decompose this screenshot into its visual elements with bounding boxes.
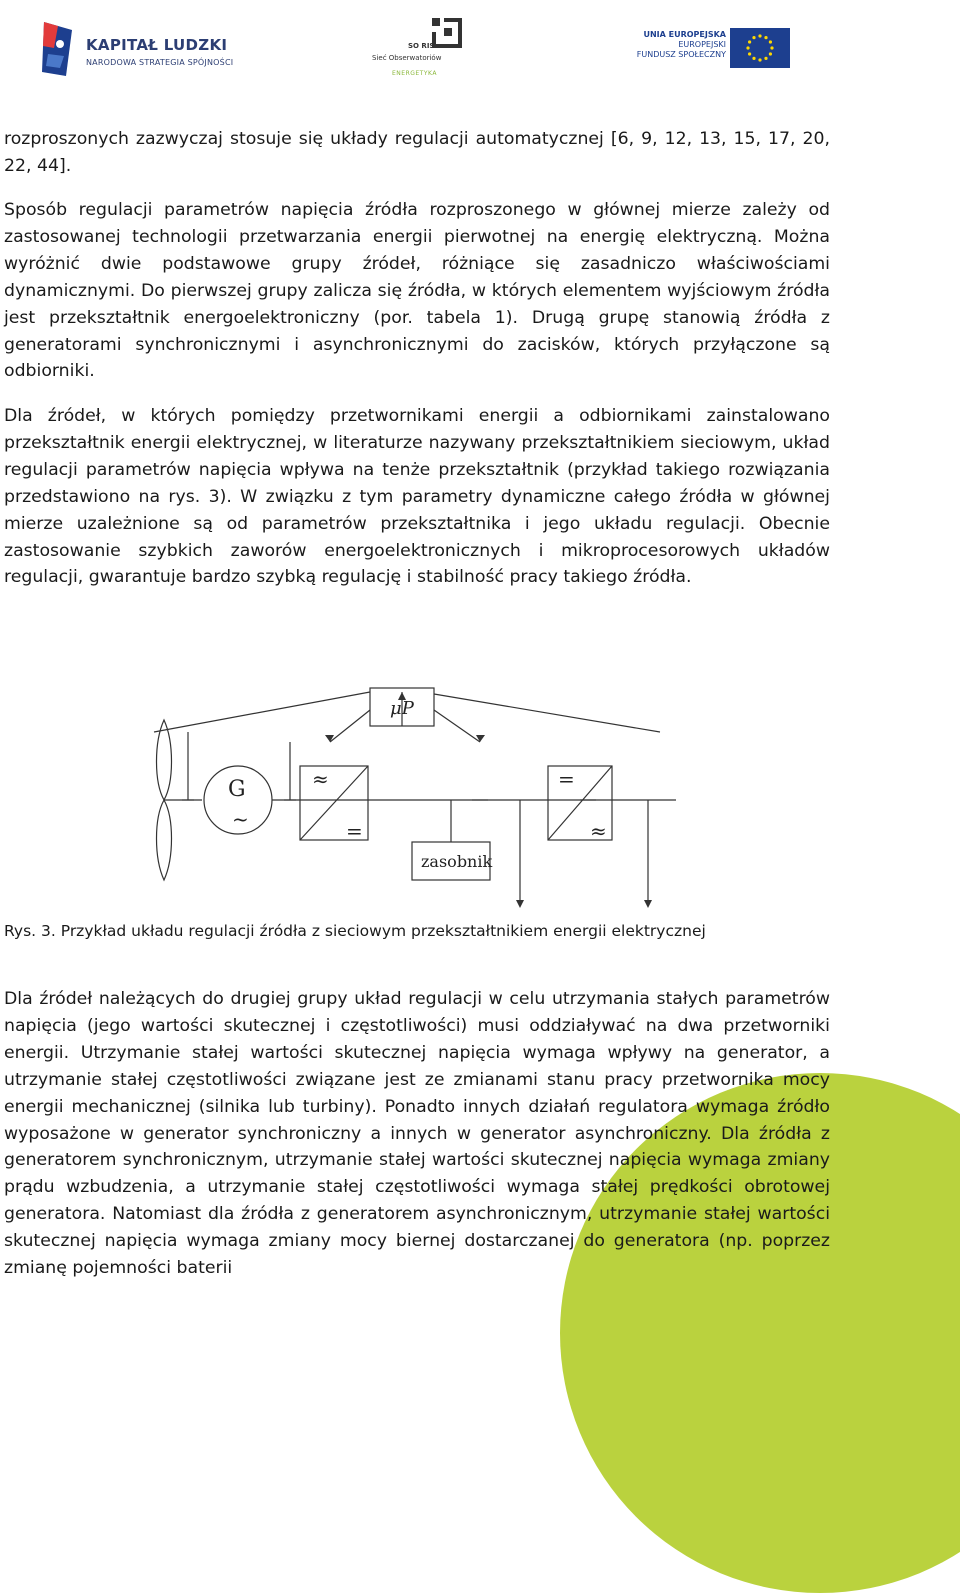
turbine-blade-bottom xyxy=(157,800,172,880)
sor-label: SO RIS xyxy=(408,42,435,50)
sor-subtitle: Sieć Obserwatoriów xyxy=(372,54,442,62)
generator-label: G xyxy=(228,777,246,802)
figure-caption: Rys. 3. Przykład układu regulacji źródła z sieciowym przekształtnikiem energii elektrycznej xyxy=(4,922,706,940)
eu-logo xyxy=(634,28,794,72)
eu-text xyxy=(634,30,726,60)
converter-2-out: ≈ xyxy=(590,819,607,843)
header-logos xyxy=(0,0,960,100)
kapital-ludzki-logo xyxy=(38,18,238,80)
storage-label: zasobnik xyxy=(421,852,493,871)
generator-symbol: ~ xyxy=(232,807,249,831)
eu-line3: FUNDUSZ SPOŁECZNY xyxy=(636,50,726,59)
eu-line1: UNIA EUROPEJSKA xyxy=(643,30,726,39)
converter-1-out: = xyxy=(346,819,363,843)
eu-flag-icon xyxy=(730,28,790,68)
paragraph-3: Dla źródeł, w których pomiędzy przetwornikami energii a odbiornikami zainstalowano przekształtnik energii elektrycznej, w literaturze nazywany przekształtnikiem sieciowym, układ regulacji parametrów napięcia wpływa na tenże przekształtnik (przykład takiego rozwiązania przedstawiono na rys. 3). W związku z tym parametry dynamiczne całego źródła w głównej mierze uzależnione są od parametrów przekształtnika i jego układu regulacji. Obecnie zastosowanie szybkich zaworów energoelektronicznych i mikroprocesorowych układów regulacji, gwarantuje bardzo szybką regulację i stabilność pracy takiego źródła. xyxy=(4,406,830,588)
figure-control-system xyxy=(140,672,700,916)
eu-line2: EUROPEJSKI xyxy=(678,40,726,49)
sor-logo xyxy=(368,14,468,80)
turbine-blade-top xyxy=(157,720,172,800)
kapital-ludzki-subtitle: NARODOWA STRATEGIA SPÓJNOŚCI xyxy=(86,58,234,67)
paragraph-1: rozproszonych zazwyczaj stosuje się układy regulacji automatycznej [6, 9, 12, 13, 15, 17, 20, 22, 44]. xyxy=(4,129,830,176)
converter-2-in: = xyxy=(558,767,575,791)
kapital-ludzki-title: KAPITAŁ LUDZKI xyxy=(86,36,228,54)
sor-energetyka: ENERGETYKA xyxy=(392,70,437,77)
kapital-ludzki-flag-icon xyxy=(38,18,78,78)
up-label: μP xyxy=(390,698,414,719)
figure-svg xyxy=(140,672,700,916)
paragraph-2: Sposób regulacji parametrów napięcia źródła rozproszonego w głównej mierze zależy od zastosowanej technologii przetwarzania energii pierwotnej na energię elektryczną. Można wyróżnić dwie podstawowe grupy źródeł, różniące się zasadniczo właściwościami dynamicznymi. Do pierwszej grupy zalicza się źródła, w których elementem wyjściowym źródła jest przekształtnik energoelektroniczny (por. tabela 1). Drugą grupę stanowią źródła z generatorami synchronicznymi i asynchronicznymi do zacisków, których przyłączone są odbiorniki. xyxy=(4,200,830,382)
paragraph-4: Dla źródeł należących do drugiej grupy układ regulacji w celu utrzymania stałych parametrów napięcia (jego wartości skutecznej i częstotliwości) musi oddziaływać na dwa przetworniki energii. Utrzymanie stałej wartości skutecznej napięcia wymaga wpływy na generator, a utrzymanie stałej częstotliwości związane jest ze zmianami stanu pracy przetwornika mocy energii mechanicznej (silnika lub turbiny). Ponadto innych działań regulatora wymaga źródło wyposażone w generator synchroniczny a innych w generator asynchroniczny. Dla źródła z generatorem synchronicznym, utrzymanie stałej wartości skutecznej napięcia wymaga zmiany prądu wzbudzenia, a utrzymanie stałej częstotliwości wymaga stałej prędkości obrotowej generatora. Natomiast dla źródła z generatorem asynchronicznym, utrzymanie stałej wartości skutecznej napięcia wymaga zmiany mocy biernej dostarczanej do generatora (np. poprzez zmianę pojemności baterii xyxy=(4,989,830,1279)
converter-1-in: ≈ xyxy=(312,767,329,791)
